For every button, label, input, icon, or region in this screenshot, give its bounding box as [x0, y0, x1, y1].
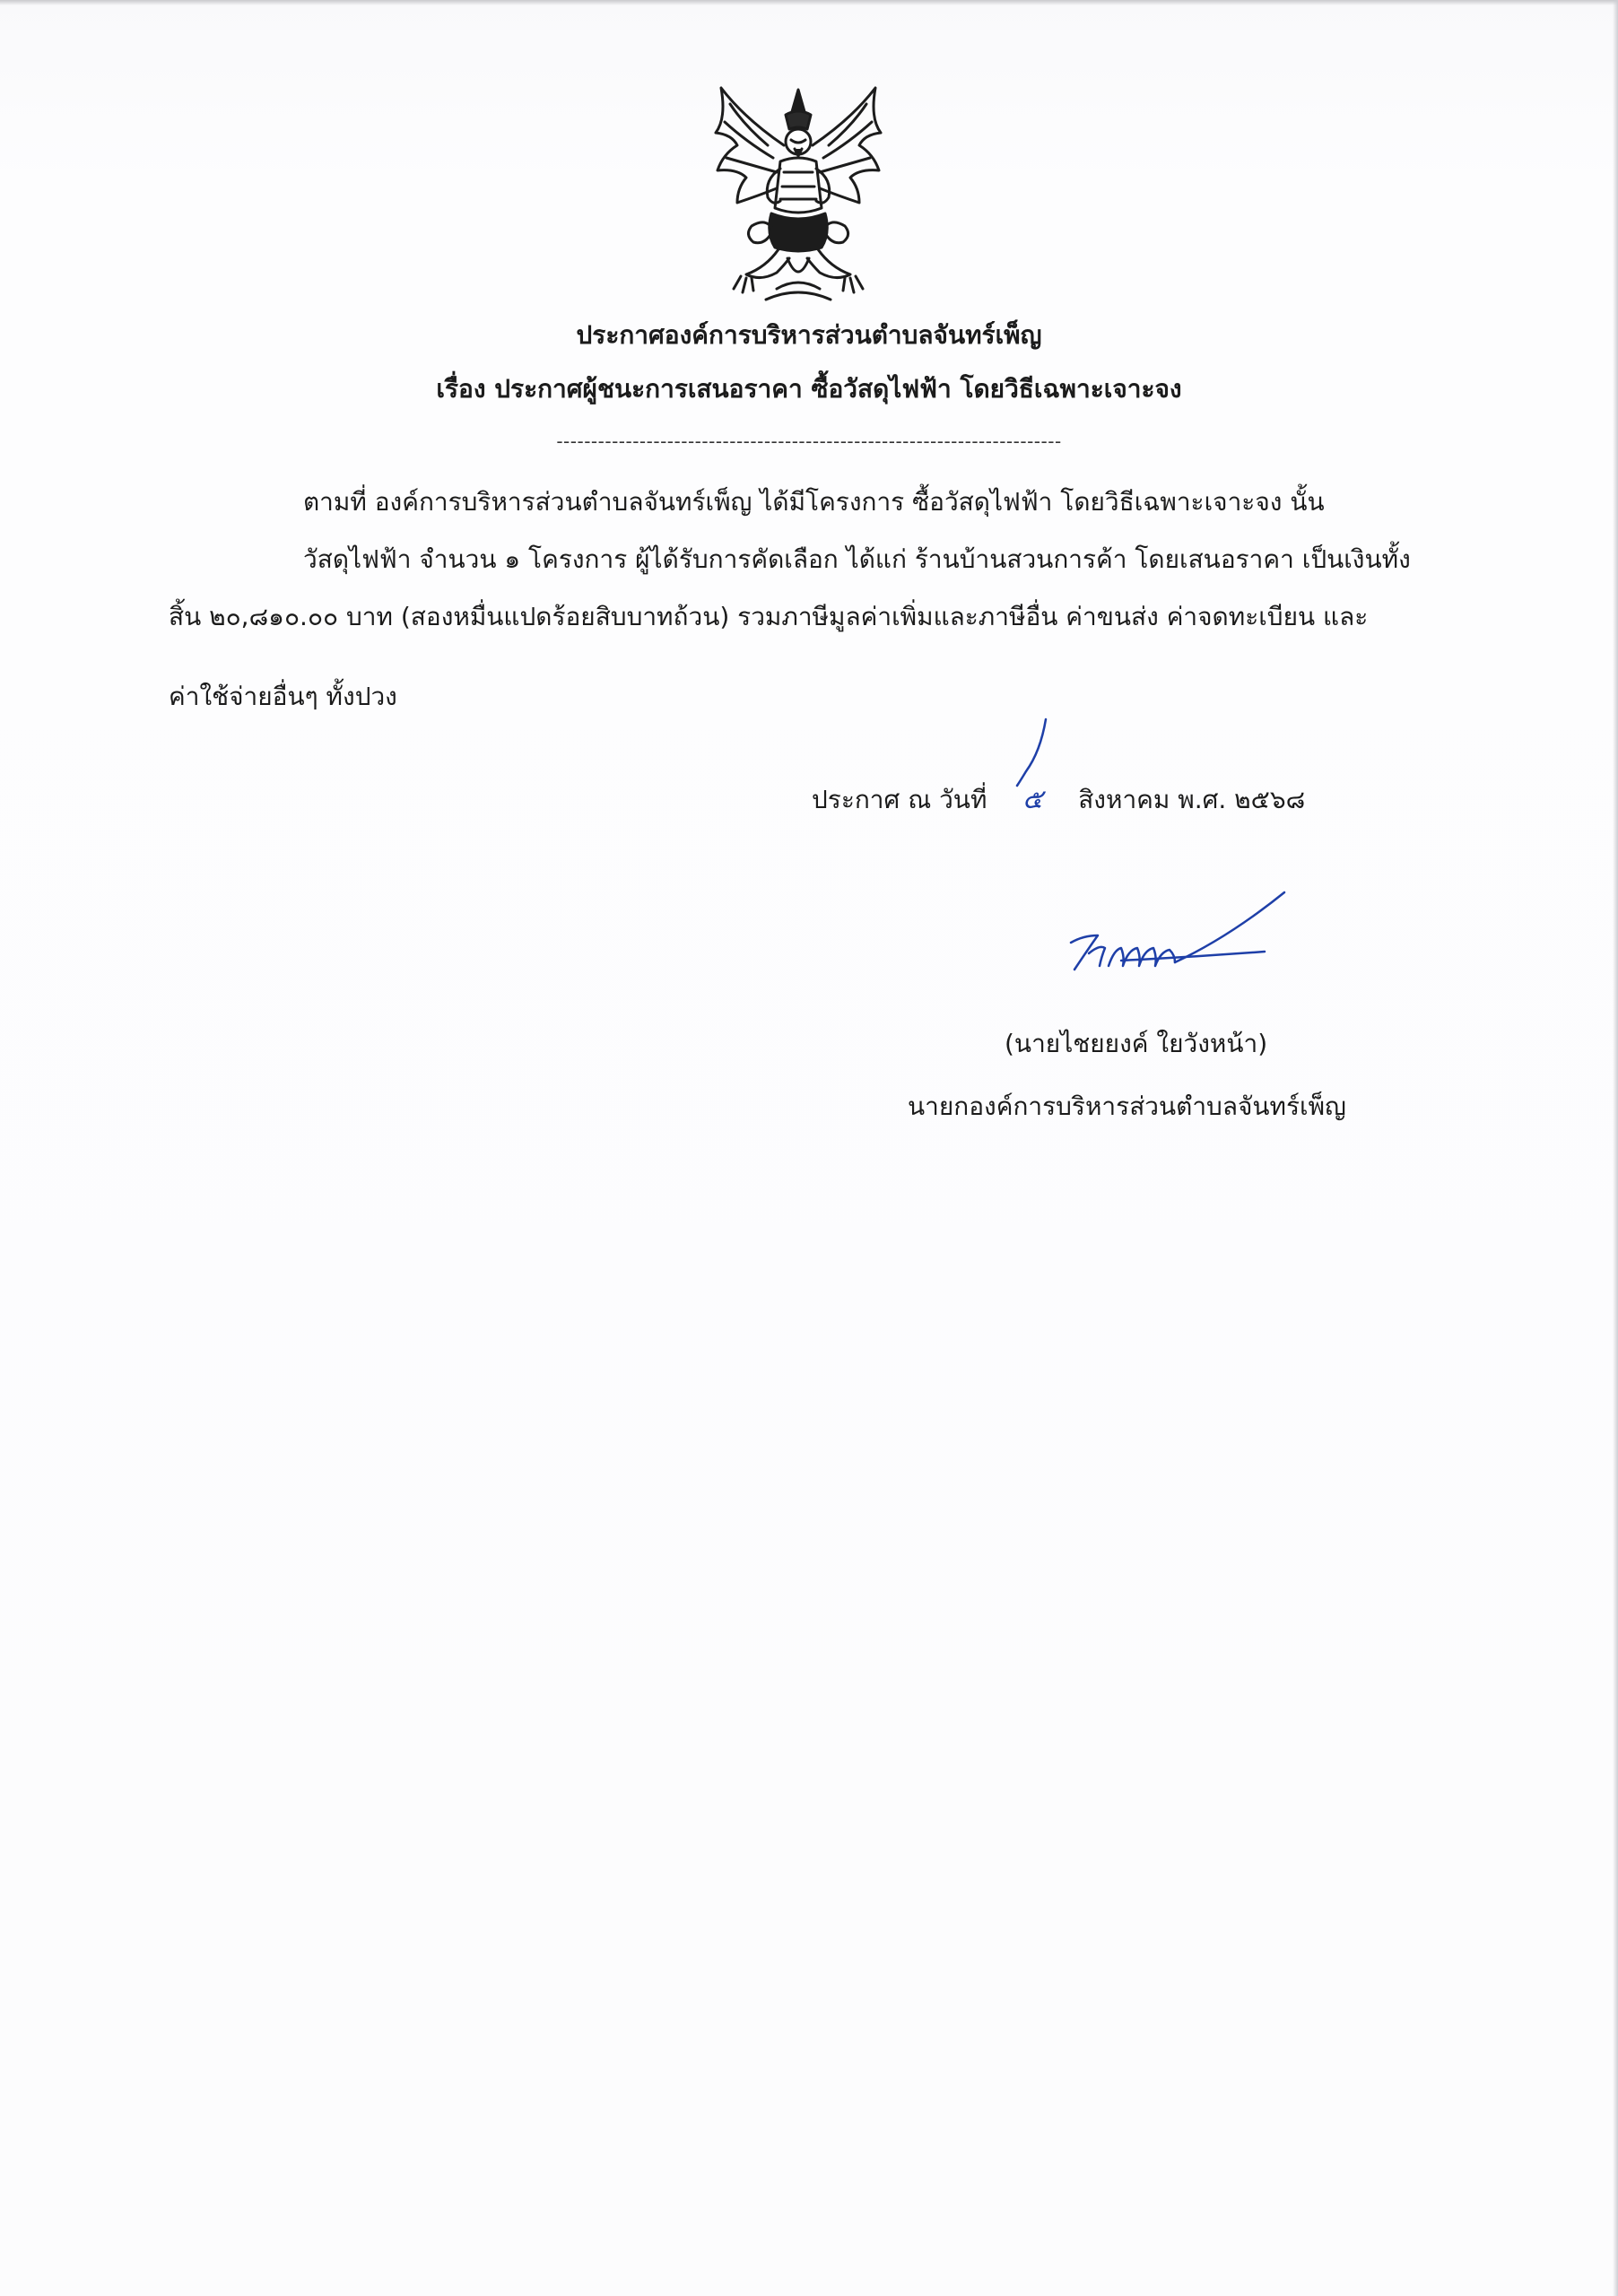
header-divider: ------------------------------------------------------------------------- [556, 430, 1062, 452]
body-line-3: สิ้น ๒๐,๘๑๐.๐๐ บาท (สองหมื่นแปดร้อยสิบบาทถ้วน) รวมภาษีมูลค่าเพิ่มและภาษีอื่น ค่าขนส่ง ค่าจดทะเบียน และ [169, 602, 1369, 631]
announcement-title: ประกาศองค์การบริหารส่วนตำบลจันทร์เพ็ญ [576, 320, 1042, 350]
date-prefix: ประกาศ ณ วันที่ [812, 785, 987, 814]
body-line-2: วัสดุไฟฟ้า จำนวน ๑ โครงการ ผู้ได้รับการคัดเลือก ได้แก่ ร้านบ้านสวนการค้า โดยเสนอราคา เป็นเงินทั้ง [303, 544, 1411, 574]
date-month-year: สิงหาคม พ.ศ. ๒๕๖๘ [1078, 785, 1306, 814]
scan-edge-top [0, 0, 1618, 5]
body-line-4: ค่าใช้จ่ายอื่นๆ ทั้งปวง [169, 682, 397, 711]
signer-name: (นายไชยยงค์ ใยวังหน้า) [1005, 1029, 1268, 1058]
signer-position: นายกองค์การบริหารส่วนตำบลจันทร์เพ็ญ [908, 1091, 1346, 1121]
date-day: ๕ [1022, 784, 1043, 815]
announcement-subject: เรื่อง ประกาศผู้ชนะการเสนอราคา ซื้อวัสดุไฟฟ้า โดยวิธีเฉพาะเจาะจง [436, 374, 1182, 404]
announcement-date [812, 778, 1305, 821]
garuda-emblem-icon [691, 83, 906, 310]
body-line-1: ตามที่ องค์การบริหารส่วนตำบลจันทร์เพ็ญ ได้มีโครงการ ซื้อวัสดุไฟฟ้า โดยวิธีเฉพาะเจาะจง นั้น [303, 487, 1325, 517]
handwritten-signature-icon [1058, 883, 1300, 982]
